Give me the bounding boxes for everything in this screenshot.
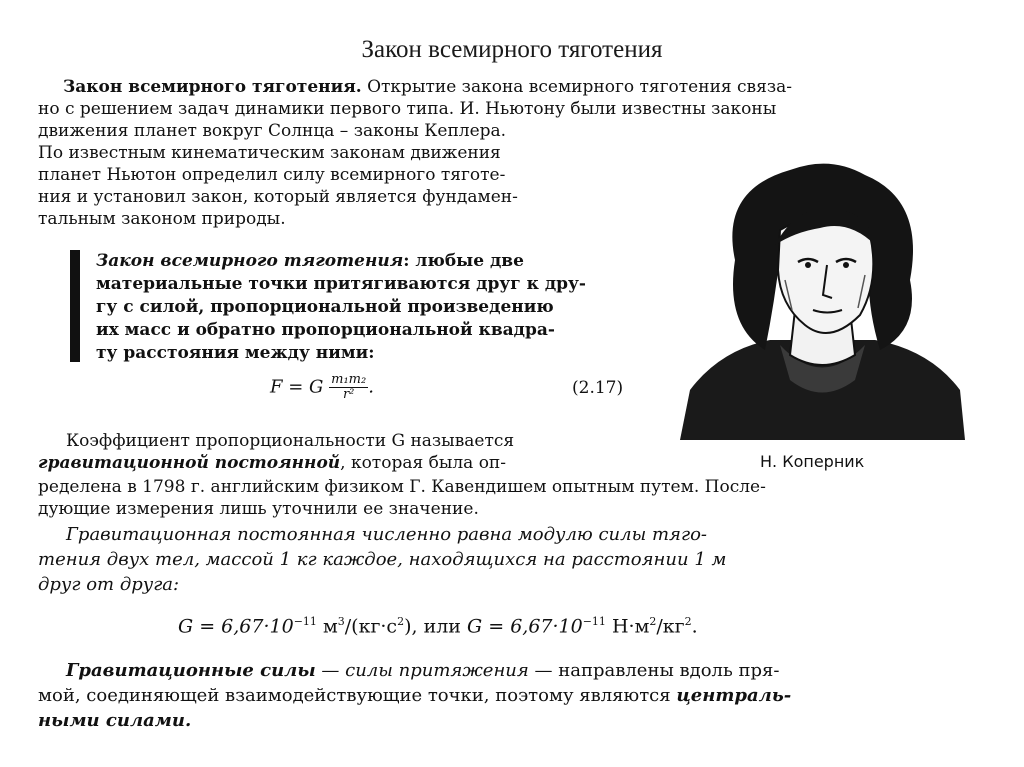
g-formula-exp-2: −11	[582, 615, 606, 628]
law-line-2: материальные точки притягиваются друг к дру-	[96, 274, 586, 294]
g-formula-part-1: G = 6,67·10	[178, 615, 294, 638]
g-formula-unit-2-end: .	[691, 615, 698, 638]
formula-lhs: F = G	[270, 376, 324, 398]
coef-line-1: Коэффициент пропорциональности G называется	[66, 431, 515, 451]
law-line-4: их масс и обратно пропорциональной квадра-	[96, 320, 555, 340]
formula-gravity	[270, 373, 374, 402]
coef-term: гравитационной постоянной	[38, 453, 341, 473]
law-line-1	[96, 250, 524, 272]
g-formula-exp-1: −11	[293, 615, 317, 628]
g-constant-formula	[178, 615, 698, 637]
g-formula-unit-2-rest: /кг	[656, 615, 685, 638]
formula-end: .	[368, 376, 374, 398]
intro-line-2: но с решением задач динамики первого типа. И. Ньютону были известны законы	[38, 99, 777, 119]
central-line-2	[38, 685, 791, 707]
portrait-caption: Н. Коперник	[760, 452, 865, 471]
g-formula-unit-1-sup-2: 2	[397, 615, 405, 628]
central-line-2-term: централь-	[676, 685, 792, 706]
coef-line-4: дующие измерения лишь уточнили ее значение.	[38, 499, 479, 519]
law-line-1-rest: : любые две	[403, 251, 524, 271]
central-line-1-rest: — направлены вдоль пря-	[528, 660, 780, 681]
g-formula-unit-2-sup-2: 2	[684, 615, 692, 628]
central-term: Гравитационные силы	[66, 660, 316, 681]
intro-line-4: По известным кинематическим законам движения	[38, 143, 501, 163]
def-line-3: друг от друга:	[38, 574, 180, 595]
intro-line-6: ния и установил закон, который является фундамен-	[38, 187, 518, 207]
formula-fraction	[329, 373, 368, 402]
portrait-drawing	[680, 150, 965, 440]
law-term: Закон всемирного тяготения	[96, 251, 404, 271]
intro-line-1	[63, 76, 792, 98]
intro-lead: Закон всемирного тяготения.	[63, 77, 362, 97]
law-box-bar	[70, 250, 80, 362]
g-formula-part-2: G = 6,67·10	[467, 615, 583, 638]
slide-title: Закон всемирного тяготения	[361, 36, 663, 63]
law-line-3: гу с силой, пропорциональной произведению	[96, 297, 554, 317]
g-formula-unit-1-rest: /(кг·с	[344, 615, 398, 638]
g-formula-unit-1-sup: 3	[337, 615, 345, 628]
g-formula-unit-2: Н·м	[605, 615, 650, 638]
formula-denominator: r²	[342, 387, 355, 402]
def-line-2: тения двух тел, массой 1 кг каждое, находящихся на расстоянии 1 м	[38, 549, 727, 570]
intro-line-1-rest: Открытие закона всемирного тяготения связа-	[361, 77, 792, 97]
coef-line-3: ределена в 1798 г. английским физиком Г. Кавендишем опытным путем. После-	[38, 477, 766, 497]
intro-line-5: планет Ньютон определил силу всемирного тяготе-	[38, 165, 506, 185]
central-line-2-text: мой, соединяющей взаимодействующие точки, поэтому являются	[38, 685, 677, 706]
g-formula-unit-1: м	[316, 615, 338, 638]
intro-line-7: тальным законом природы.	[38, 209, 286, 229]
coef-line-2-rest: , которая была оп-	[340, 453, 507, 473]
copernicus-portrait	[680, 150, 965, 440]
intro-line-3: движения планет вокруг Солнца – законы Кеплера.	[38, 121, 507, 141]
def-line-1: Гравитационная постоянная численно равна модулю силы тяго-	[66, 524, 707, 545]
central-line-3: ными силами.	[38, 710, 192, 731]
g-formula-unit-2-sup: 2	[649, 615, 657, 628]
central-dash-term: — силы притяжения	[315, 660, 529, 681]
law-line-5: ту расстояния между ними:	[96, 343, 375, 363]
central-line-1	[66, 660, 779, 682]
formula-numerator: m₁m₂	[331, 372, 367, 387]
formula-number: (2.17)	[572, 378, 624, 398]
g-formula-unit-1-end: ), или	[404, 615, 468, 638]
coef-line-2	[38, 452, 506, 474]
